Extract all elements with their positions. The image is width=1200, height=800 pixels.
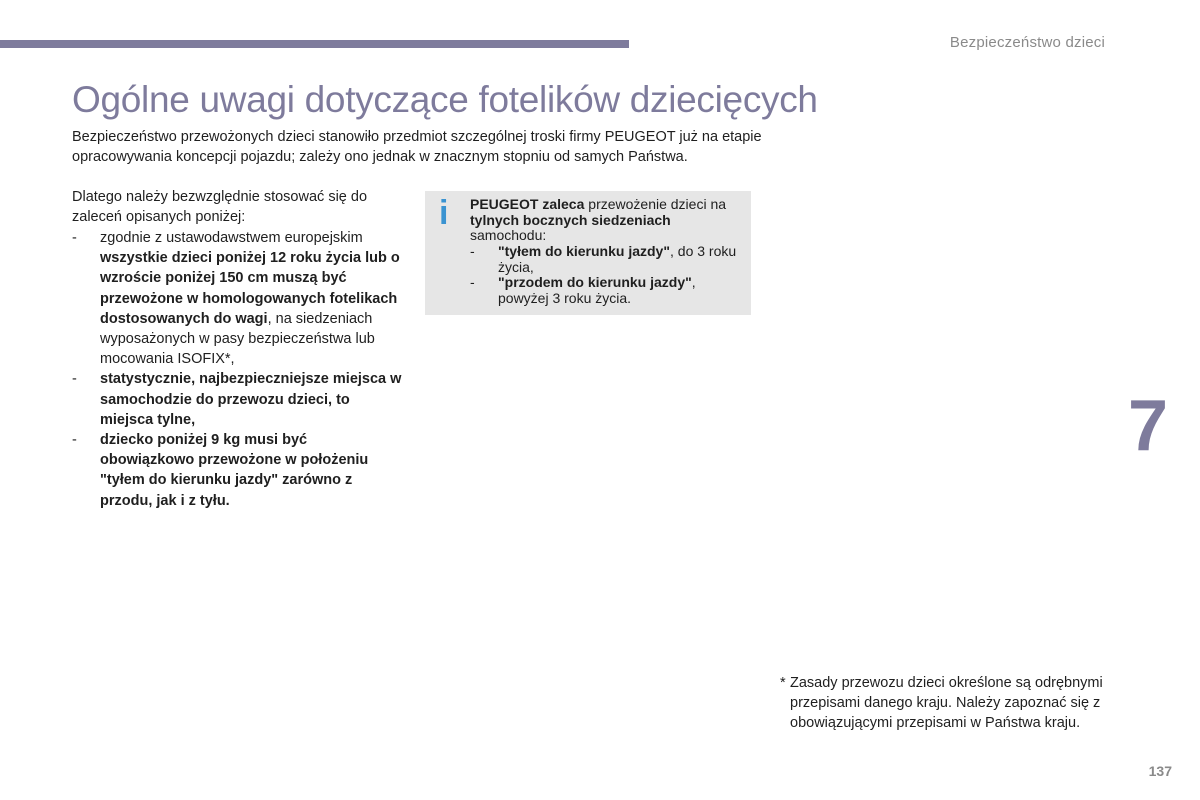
rule-item xyxy=(72,369,402,430)
info-list-item xyxy=(470,244,740,275)
info-item-bold: "tyłem do kierunku jazdy" xyxy=(498,243,670,259)
info-item-text: , do 3 roku życia, xyxy=(498,243,737,275)
rule-text: zgodnie z ustawodawstwem europejskim xyxy=(100,230,363,246)
footnote-text: Zasady przewozu dzieci określone są odrębnymi przepisami danego kraju. Należy zapoznać się z obowiązującymi przepisami w Państwa kraju. xyxy=(790,675,1103,732)
info-seats-bold: tylnych bocznych siedzeniach xyxy=(470,211,671,228)
info-item-bold: "przodem do kierunku jazdy" xyxy=(498,274,692,291)
rule-dash: - xyxy=(72,230,77,246)
info-box xyxy=(425,191,751,315)
section-header: Bezpieczeństwo dzieci xyxy=(949,34,1105,51)
info-item-text: , powyżej 3 roku życia. xyxy=(498,274,696,306)
rule-bold-text: wszystkie dzieci poniżej 12 roku życia lub o wzroście poniżej 150 cm muszą być przewożone w homologowanych fotelikach dostosowanych do wagi xyxy=(100,250,400,327)
info-dash: - xyxy=(470,274,475,291)
info-brand-bold: PEUGEOT zaleca xyxy=(470,196,585,212)
rule-bold-text: dziecko poniżej 9 kg musi być obowiązkowo przewożone w położeniu "tyłem do kierunku jazdy" zarówno z przodu, jak i z tyłu. xyxy=(100,432,369,509)
footnote-mark: * xyxy=(780,675,786,691)
page-title: Ogólne uwagi dotyczące fotelików dziecięcych xyxy=(72,79,818,120)
rule-text-continued: , na siedzeniach wyposażonych w pasy bezpieczeństwa lub mocowania ISOFIX*, xyxy=(100,310,375,368)
chapter-number: 7 xyxy=(1128,386,1169,466)
rule-item xyxy=(72,228,402,369)
info-text-part: samochodu: xyxy=(470,227,547,244)
rule-bold-text: statystycznie, najbezpieczniejsze miejsca w samochodzie do przewozu dzieci, to miejsca tylne, xyxy=(100,371,402,428)
lead-paragraph: Dlatego należy bezwzględnie stosować się do zaleceń opisanych poniżej: xyxy=(72,189,368,226)
intro-paragraph: Bezpieczeństwo przewożonych dzieci stanowiło przedmiot szczególnej troski firmy PEUGEOT już na etapie opracowywania koncepcji pojazdu; zależy ono jednak w znacznym stopniu od samych Państwa. xyxy=(72,129,762,166)
rule-dash: - xyxy=(72,432,77,449)
rule-dash: - xyxy=(72,371,77,388)
header-rule xyxy=(0,40,629,48)
rules-list xyxy=(72,228,402,511)
info-text-part: przewożenie dzieci na xyxy=(584,196,727,212)
info-text xyxy=(470,197,740,244)
info-icon: i xyxy=(439,194,449,232)
info-dash: - xyxy=(470,243,475,259)
info-list-item xyxy=(470,275,740,306)
info-list xyxy=(470,244,740,306)
page-number: 137 xyxy=(1148,763,1172,779)
rule-item xyxy=(72,430,402,511)
footnote xyxy=(780,673,1120,734)
